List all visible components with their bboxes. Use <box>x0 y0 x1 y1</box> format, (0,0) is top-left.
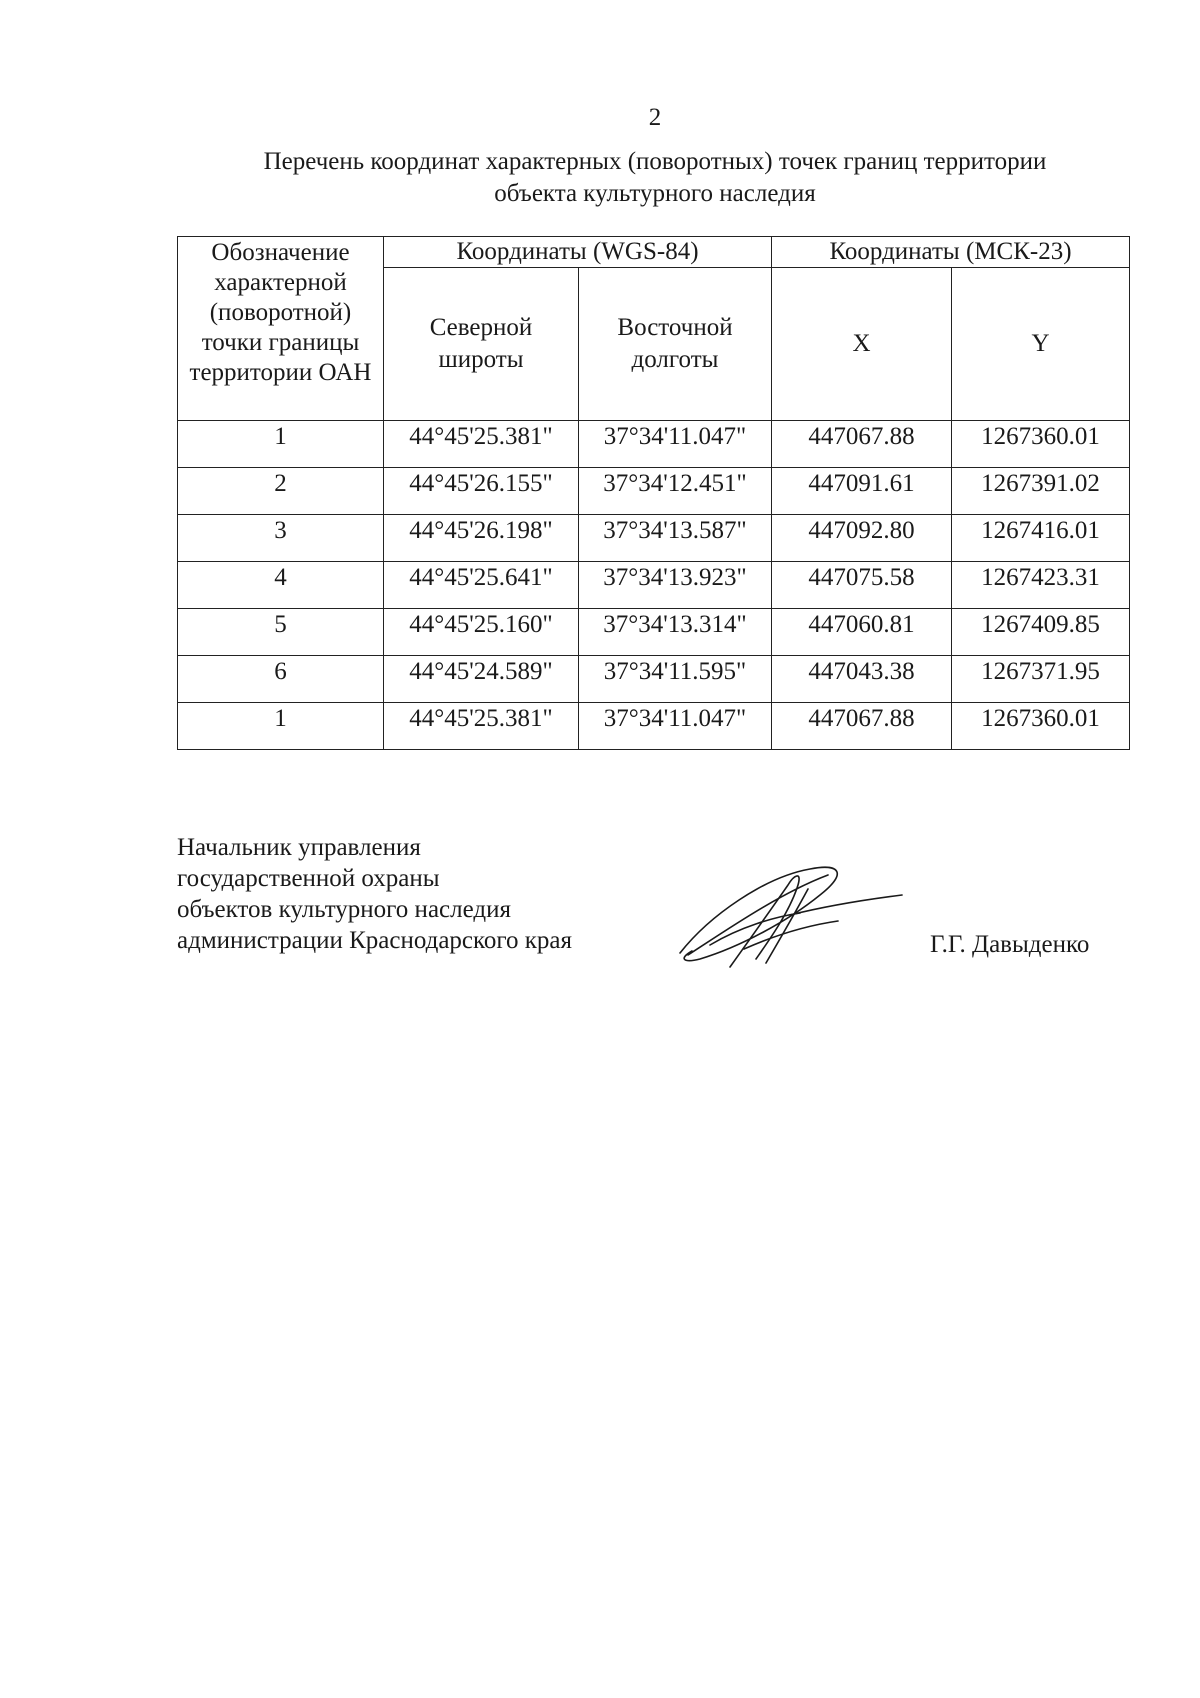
latitude-cell: 44°45'25.641" <box>384 562 579 609</box>
y-header: Y <box>952 268 1130 421</box>
page-number: 2 <box>648 104 662 131</box>
latitude-header <box>384 268 579 421</box>
longitude-cell: 37°34'13.314" <box>579 609 772 656</box>
signer-position-line-3: объектов культурного наследия <box>177 896 511 923</box>
point-cell: 1 <box>178 703 384 750</box>
x-cell: 447067.88 <box>772 421 952 468</box>
document-title <box>180 146 1130 210</box>
signer-position-line-4: администрации Краснодарского края <box>177 927 573 954</box>
latitude-header-line-2: широты <box>438 346 524 373</box>
signer-name: Г.Г. Давыденко <box>930 931 1090 958</box>
table-row <box>178 468 1130 515</box>
y-cell: 1267423.31 <box>952 562 1130 609</box>
y-cell: 1267409.85 <box>952 609 1130 656</box>
y-cell: 1267360.01 <box>952 703 1130 750</box>
point-cell: 1 <box>178 421 384 468</box>
coordinates-table <box>177 236 1130 750</box>
longitude-cell: 37°34'13.587" <box>579 515 772 562</box>
table-row <box>178 656 1130 703</box>
title-line-1: Перечень координат характерных (поворотных) точек границ территории <box>263 148 1047 175</box>
point-cell: 6 <box>178 656 384 703</box>
signer-position-line-1: Начальник управления <box>177 834 421 861</box>
longitude-cell: 37°34'11.047" <box>579 421 772 468</box>
table-row <box>178 515 1130 562</box>
signer-position <box>177 832 572 956</box>
y-cell: 1267360.01 <box>952 421 1130 468</box>
latitude-cell: 44°45'24.589" <box>384 656 579 703</box>
table-row <box>178 609 1130 656</box>
x-cell: 447091.61 <box>772 468 952 515</box>
longitude-cell: 37°34'11.595" <box>579 656 772 703</box>
x-header: X <box>772 268 952 421</box>
point-cell: 2 <box>178 468 384 515</box>
title-line-2: объекта культурного наследия <box>494 180 816 207</box>
point-column-header: Обозначение характерной (поворотной) точки границы территории ОАН <box>178 237 384 421</box>
handwritten-signature <box>670 855 910 975</box>
y-cell: 1267416.01 <box>952 515 1130 562</box>
x-cell: 447060.81 <box>772 609 952 656</box>
table-row <box>178 421 1130 468</box>
longitude-cell: 37°34'11.047" <box>579 703 772 750</box>
x-cell: 447092.80 <box>772 515 952 562</box>
x-cell: 447043.38 <box>772 656 952 703</box>
latitude-cell: 44°45'26.198" <box>384 515 579 562</box>
table-row <box>178 703 1130 750</box>
table-row <box>178 562 1130 609</box>
y-cell: 1267391.02 <box>952 468 1130 515</box>
latitude-cell: 44°45'25.160" <box>384 609 579 656</box>
latitude-cell: 44°45'25.381" <box>384 703 579 750</box>
latitude-cell: 44°45'26.155" <box>384 468 579 515</box>
longitude-cell: 37°34'12.451" <box>579 468 772 515</box>
x-cell: 447075.58 <box>772 562 952 609</box>
point-cell: 4 <box>178 562 384 609</box>
wgs84-group-header: Координаты (WGS-84) <box>384 237 772 268</box>
longitude-header-line-2: долготы <box>631 346 719 373</box>
latitude-header-line-1: Северной <box>429 314 533 341</box>
point-cell: 3 <box>178 515 384 562</box>
msk23-group-header: Координаты (МСК-23) <box>772 237 1130 268</box>
longitude-header <box>579 268 772 421</box>
latitude-cell: 44°45'25.381" <box>384 421 579 468</box>
point-cell: 5 <box>178 609 384 656</box>
longitude-cell: 37°34'13.923" <box>579 562 772 609</box>
y-cell: 1267371.95 <box>952 656 1130 703</box>
signer-position-line-2: государственной охраны <box>177 865 440 892</box>
longitude-header-line-1: Восточной <box>617 314 733 341</box>
x-cell: 447067.88 <box>772 703 952 750</box>
